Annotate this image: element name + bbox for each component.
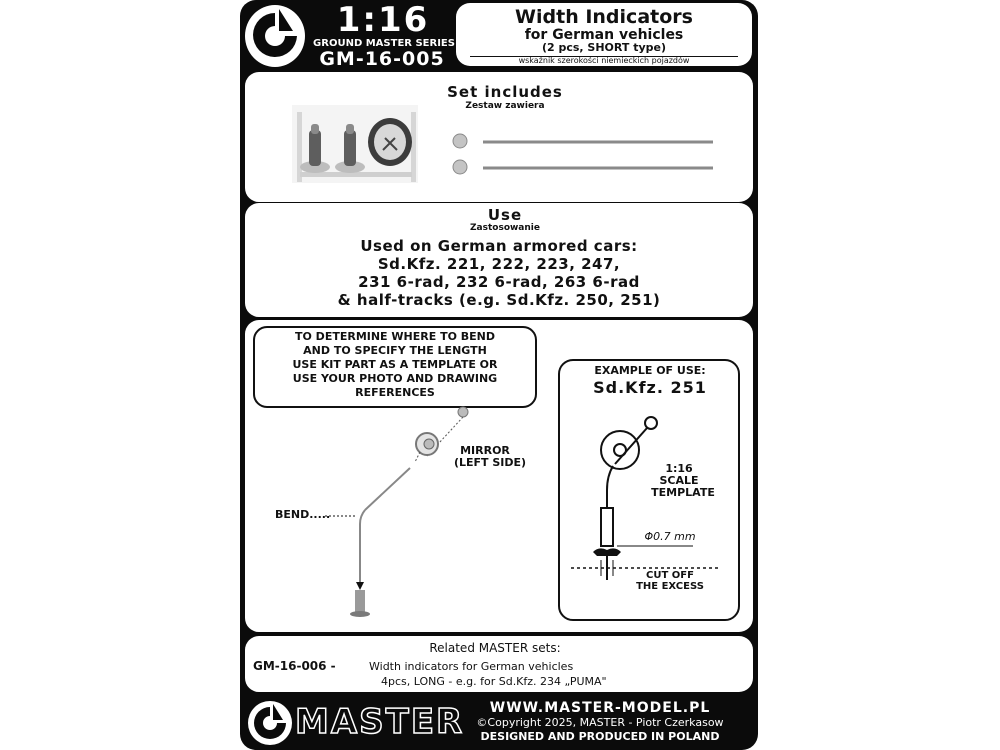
footer-copyright: ©Copyright 2025, MASTER - Piotr Czerkasow	[476, 716, 724, 729]
parts-illustration	[245, 72, 753, 202]
example-title: EXAMPLE OF USE:	[594, 364, 706, 377]
parts-photo	[292, 105, 418, 183]
related-desc-2: 4pcs, LONG - e.g. for Sd.Kfz. 234 „PUMA"	[381, 675, 607, 688]
includes-title: Set includes	[447, 83, 563, 101]
use-panel	[245, 203, 753, 317]
product-card	[240, 0, 758, 750]
related-title: Related MASTER sets:	[429, 641, 561, 655]
mirror-label-1: MIRROR	[460, 444, 510, 457]
use-line3: 231 6-rad, 232 6-rad, 263 6-rad	[358, 273, 640, 291]
use-subtitle: Zastosowanie	[470, 223, 540, 233]
master-logo-icon	[245, 5, 305, 67]
includes-subtitle: Zestaw zawiera	[465, 101, 545, 111]
bend-label: BEND.....	[275, 508, 331, 521]
cut-label-2: THE EXCESS	[636, 581, 704, 592]
use-line4: & half-tracks (e.g. Sd.Kfz. 250, 251)	[337, 291, 661, 309]
scale-label-1: 1:16	[665, 462, 693, 475]
note-line5: REFERENCES	[355, 386, 435, 399]
note-line3: USE KIT PART AS A TEMPLATE OR	[292, 358, 498, 371]
note-line2: AND TO SPECIFY THE LENGTH	[303, 344, 487, 357]
scale-title: 1:16	[336, 0, 430, 40]
use-title: Use	[487, 206, 523, 224]
scale-label-3: TEMPLATE	[651, 486, 715, 499]
logo-circle	[245, 5, 305, 67]
example-vehicle: Sd.Kfz. 251	[593, 378, 707, 397]
related-code: GM-16-006 -	[253, 659, 336, 673]
product-code: GM-16-005	[319, 48, 445, 70]
title-line1: Width Indicators	[515, 6, 693, 28]
title-polish: wskaźnik szerokości niemieckich pojazdów	[518, 56, 690, 65]
use-line1: Used on German armored cars:	[360, 237, 638, 255]
note-line4: USE YOUR PHOTO AND DRAWING	[292, 372, 498, 385]
footer-master-icon	[248, 701, 292, 745]
title-line2: for German vehicles	[524, 27, 684, 43]
related-panel	[245, 636, 753, 692]
footer-url: WWW.MASTER-MODEL.PL	[489, 700, 711, 716]
footer-brand: MASTER	[295, 702, 465, 742]
title-panel	[456, 3, 752, 66]
note-line1: TO DETERMINE WHERE TO BEND	[295, 330, 495, 343]
instructions-panel	[245, 320, 753, 632]
footer-made: DESIGNED AND PRODUCED IN POLAND	[480, 730, 720, 743]
footer-logo-circle	[248, 701, 292, 745]
title-line3: (2 pcs, SHORT type)	[541, 41, 667, 54]
cut-label-1: CUT OFF	[646, 570, 694, 581]
mirror-label-2: (LEFT SIDE)	[453, 456, 527, 469]
use-line2: Sd.Kfz. 221, 222, 223, 247,	[377, 255, 621, 273]
includes-panel	[245, 72, 753, 202]
diameter-label: Φ0.7 mm	[644, 530, 696, 543]
series-label: GROUND MASTER SERIES	[313, 38, 455, 49]
scale-label-2: SCALE	[659, 474, 699, 487]
related-desc-1: Width indicators for German vehicles	[369, 660, 574, 673]
